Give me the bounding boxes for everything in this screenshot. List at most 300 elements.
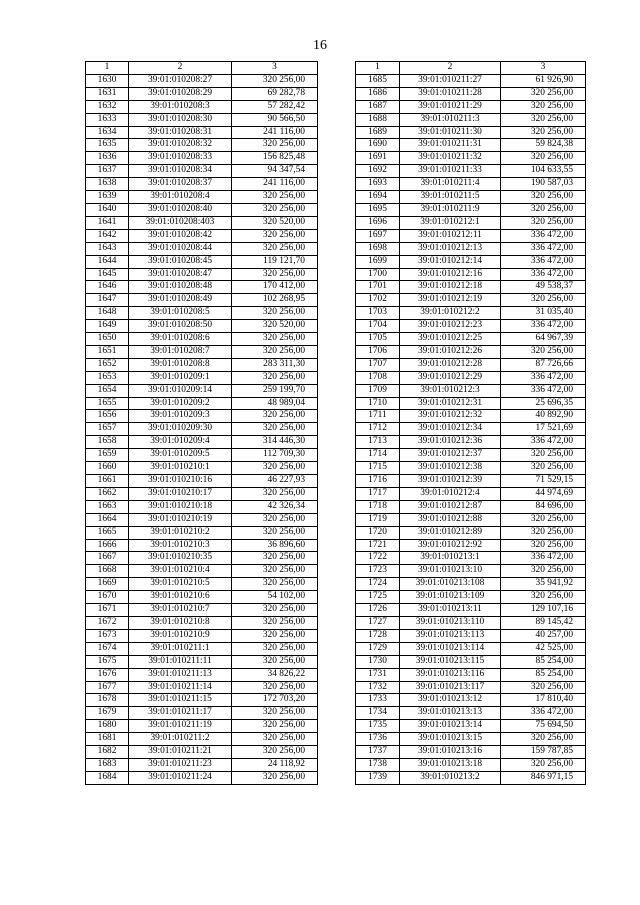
cell-value: 320 256,00 (501, 126, 586, 139)
cell-number: 1715 (356, 462, 400, 475)
cell-number: 1721 (356, 539, 400, 552)
table-row (356, 655, 586, 668)
table-row (86, 578, 318, 591)
cell-number: 1718 (356, 500, 400, 513)
cell-cadastral-number: 39:01:010212:28 (400, 358, 501, 371)
cell-value: 320 520,00 (232, 216, 318, 229)
cell-value: 320 256,00 (232, 371, 318, 384)
cell-cadastral-number: 39:01:010209:1 (129, 371, 232, 384)
table-row (86, 642, 318, 655)
cell-cadastral-number: 39:01:010212:2 (400, 307, 501, 320)
cell-number: 1638 (86, 178, 129, 191)
cell-number: 1738 (356, 758, 400, 771)
cell-cadastral-number: 39:01:010213:2 (400, 771, 501, 784)
cell-cadastral-number: 39:01:010212:38 (400, 462, 501, 475)
cell-cadastral-number: 39:01:010210:2 (129, 526, 232, 539)
cell-value: 320 256,00 (232, 733, 318, 746)
cell-cadastral-number: 39:01:010212:29 (400, 371, 501, 384)
table-row (356, 384, 586, 397)
cell-cadastral-number: 39:01:010213:12 (400, 694, 501, 707)
cell-cadastral-number: 39:01:010210:18 (129, 500, 232, 513)
cell-value: 44 974,69 (501, 487, 586, 500)
cell-cadastral-number: 39:01:010212:36 (400, 436, 501, 449)
cell-value: 320 256,00 (232, 203, 318, 216)
cell-cadastral-number: 39:01:010211:4 (400, 178, 501, 191)
cell-value: 336 472,00 (501, 436, 586, 449)
cell-number: 1679 (86, 707, 129, 720)
cell-value: 159 787,85 (501, 746, 586, 759)
cell-cadastral-number: 39:01:010213:108 (400, 578, 501, 591)
cell-value: 320 256,00 (501, 449, 586, 462)
cell-number: 1649 (86, 320, 129, 333)
cell-number: 1665 (86, 526, 129, 539)
table-row (86, 616, 318, 629)
table-row (356, 255, 586, 268)
cell-number: 1683 (86, 758, 129, 771)
cell-cadastral-number: 39:01:010208:403 (129, 216, 232, 229)
cell-value: 320 256,00 (501, 681, 586, 694)
cell-value: 320 256,00 (232, 642, 318, 655)
cell-cadastral-number: 39:01:010212:34 (400, 423, 501, 436)
cell-number: 1691 (356, 152, 400, 165)
cell-cadastral-number: 39:01:010213:114 (400, 642, 501, 655)
table-row (86, 629, 318, 642)
cell-value: 172 703,20 (232, 694, 318, 707)
cell-value: 320 256,00 (501, 87, 586, 100)
cell-cadastral-number: 39:01:010208:7 (129, 345, 232, 358)
cell-number: 1735 (356, 720, 400, 733)
cell-cadastral-number: 39:01:010210:1 (129, 462, 232, 475)
cell-value: 190 587,03 (501, 178, 586, 191)
cell-number: 1704 (356, 320, 400, 333)
cell-cadastral-number: 39:01:010208:40 (129, 203, 232, 216)
cell-number: 1689 (356, 126, 400, 139)
cell-cadastral-number: 39:01:010212:19 (400, 294, 501, 307)
cell-value: 320 256,00 (501, 758, 586, 771)
cell-value: 119 121,70 (232, 255, 318, 268)
cell-value: 102 268,95 (232, 294, 318, 307)
table-row (86, 436, 318, 449)
cell-value: 84 696,00 (501, 500, 586, 513)
cell-number: 1698 (356, 242, 400, 255)
column-header-value: 3 (501, 62, 586, 75)
cell-number: 1701 (356, 281, 400, 294)
cell-value: 94 347,54 (232, 165, 318, 178)
cell-cadastral-number: 39:01:010213:1 (400, 552, 501, 565)
cell-cadastral-number: 39:01:010213:113 (400, 629, 501, 642)
cell-value: 25 696,35 (501, 397, 586, 410)
table-row (86, 126, 318, 139)
cell-value: 320 520,00 (232, 320, 318, 333)
cell-cadastral-number: 39:01:010209:5 (129, 449, 232, 462)
table-row (86, 229, 318, 242)
cell-number: 1682 (86, 746, 129, 759)
table-row (86, 74, 318, 87)
cell-cadastral-number: 39:01:010210:17 (129, 487, 232, 500)
cell-number: 1697 (356, 229, 400, 242)
cell-cadastral-number: 39:01:010212:25 (400, 333, 501, 346)
cell-cadastral-number: 39:01:010211:31 (400, 139, 501, 152)
table-row (356, 500, 586, 513)
cell-cadastral-number: 39:01:010212:11 (400, 229, 501, 242)
table-row (356, 216, 586, 229)
table-row (86, 345, 318, 358)
cell-number: 1645 (86, 268, 129, 281)
cell-value: 75 694,50 (501, 720, 586, 733)
cell-value: 42 525,00 (501, 642, 586, 655)
table-row (356, 345, 586, 358)
cell-number: 1693 (356, 178, 400, 191)
cell-value: 31 035,40 (501, 307, 586, 320)
cell-cadastral-number: 39:01:010211:15 (129, 694, 232, 707)
cell-cadastral-number: 39:01:010209:3 (129, 410, 232, 423)
cell-value: 34 826,22 (232, 668, 318, 681)
cell-cadastral-number: 39:01:010211:14 (129, 681, 232, 694)
cell-cadastral-number: 39:01:010210:5 (129, 578, 232, 591)
cell-cadastral-number: 39:01:010212:1 (400, 216, 501, 229)
table-row (86, 694, 318, 707)
cell-cadastral-number: 39:01:010209:2 (129, 397, 232, 410)
cell-cadastral-number: 39:01:010212:31 (400, 397, 501, 410)
cell-number: 1632 (86, 100, 129, 113)
cell-value: 320 256,00 (501, 733, 586, 746)
cell-number: 1711 (356, 410, 400, 423)
table-row (86, 100, 318, 113)
cell-number: 1652 (86, 358, 129, 371)
cell-cadastral-number: 39:01:010211:11 (129, 655, 232, 668)
table-row (356, 191, 586, 204)
cell-number: 1700 (356, 268, 400, 281)
cell-value: 336 472,00 (501, 242, 586, 255)
cell-value: 320 256,00 (232, 423, 318, 436)
cell-value: 320 256,00 (501, 294, 586, 307)
table-row (86, 294, 318, 307)
cell-value: 320 256,00 (501, 216, 586, 229)
cell-cadastral-number: 39:01:010210:4 (129, 565, 232, 578)
cell-number: 1737 (356, 746, 400, 759)
cell-cadastral-number: 39:01:010211:23 (129, 758, 232, 771)
cell-value: 320 256,00 (501, 100, 586, 113)
cell-value: 85 254,00 (501, 668, 586, 681)
cell-cadastral-number: 39:01:010210:9 (129, 629, 232, 642)
cell-value: 320 256,00 (501, 539, 586, 552)
table-row (356, 178, 586, 191)
cell-number: 1641 (86, 216, 129, 229)
cell-number: 1630 (86, 74, 129, 87)
cell-cadastral-number: 39:01:010209:14 (129, 384, 232, 397)
cell-number: 1684 (86, 771, 129, 784)
cell-value: 320 256,00 (232, 307, 318, 320)
cell-number: 1656 (86, 410, 129, 423)
cell-cadastral-number: 39:01:010212:23 (400, 320, 501, 333)
cell-number: 1736 (356, 733, 400, 746)
table-row (356, 746, 586, 759)
cell-number: 1643 (86, 242, 129, 255)
cell-number: 1713 (356, 436, 400, 449)
table-row (86, 526, 318, 539)
cell-number: 1685 (356, 74, 400, 87)
cell-cadastral-number: 39:01:010208:8 (129, 358, 232, 371)
cell-cadastral-number: 39:01:010208:3 (129, 100, 232, 113)
cell-value: 24 118,92 (232, 758, 318, 771)
cell-value: 320 256,00 (232, 229, 318, 242)
table-row (356, 100, 586, 113)
cell-cadastral-number: 39:01:010208:49 (129, 294, 232, 307)
table-row (86, 87, 318, 100)
cell-cadastral-number: 39:01:010213:14 (400, 720, 501, 733)
table-row (356, 707, 586, 720)
cell-number: 1677 (86, 681, 129, 694)
page-number: 16 (313, 38, 327, 53)
table-row (86, 139, 318, 152)
cell-value: 320 256,00 (232, 552, 318, 565)
cell-cadastral-number: 39:01:010210:8 (129, 616, 232, 629)
table-row (86, 371, 318, 384)
column-header-cadastral: 2 (129, 62, 232, 75)
table-row (86, 604, 318, 617)
table-row (86, 113, 318, 126)
cell-number: 1690 (356, 139, 400, 152)
cell-number: 1663 (86, 500, 129, 513)
cell-number: 1631 (86, 87, 129, 100)
table-row (86, 203, 318, 216)
cell-cadastral-number: 39:01:010212:18 (400, 281, 501, 294)
table-row (356, 333, 586, 346)
cell-value: 336 472,00 (501, 707, 586, 720)
cell-cadastral-number: 39:01:010208:5 (129, 307, 232, 320)
cell-number: 1706 (356, 345, 400, 358)
cell-number: 1666 (86, 539, 129, 552)
cell-cadastral-number: 39:01:010213:13 (400, 707, 501, 720)
cell-value: 320 256,00 (501, 191, 586, 204)
cell-value: 42 326,34 (232, 500, 318, 513)
table-row (356, 126, 586, 139)
table-row (356, 526, 586, 539)
table-row (86, 333, 318, 346)
cell-number: 1702 (356, 294, 400, 307)
cell-number: 1714 (356, 449, 400, 462)
cell-cadastral-number: 39:01:010212:32 (400, 410, 501, 423)
cell-number: 1674 (86, 642, 129, 655)
cell-number: 1739 (356, 771, 400, 784)
cell-number: 1722 (356, 552, 400, 565)
table-row (356, 307, 586, 320)
cell-cadastral-number: 39:01:010208:47 (129, 268, 232, 281)
table-row (356, 475, 586, 488)
cell-number: 1640 (86, 203, 129, 216)
cell-cadastral-number: 39:01:010210:16 (129, 475, 232, 488)
cell-cadastral-number: 39:01:010208:42 (129, 229, 232, 242)
table-row (86, 475, 318, 488)
cell-cadastral-number: 39:01:010212:4 (400, 487, 501, 500)
table-row (86, 462, 318, 475)
cell-cadastral-number: 39:01:010211:3 (400, 113, 501, 126)
cell-number: 1670 (86, 591, 129, 604)
cell-value: 85 254,00 (501, 655, 586, 668)
cell-value: 320 256,00 (232, 616, 318, 629)
table-row (356, 591, 586, 604)
cell-number: 1687 (356, 100, 400, 113)
cell-value: 320 256,00 (232, 513, 318, 526)
cell-number: 1639 (86, 191, 129, 204)
cell-cadastral-number: 39:01:010208:34 (129, 165, 232, 178)
cell-cadastral-number: 39:01:010213:110 (400, 616, 501, 629)
cell-value: 320 256,00 (501, 113, 586, 126)
cell-cadastral-number: 39:01:010210:6 (129, 591, 232, 604)
cell-value: 54 102,00 (232, 591, 318, 604)
table-row (86, 746, 318, 759)
table-row (356, 294, 586, 307)
column-header-number: 1 (356, 62, 400, 75)
table-row (356, 539, 586, 552)
cell-cadastral-number: 39:01:010208:44 (129, 242, 232, 255)
table-row (356, 203, 586, 216)
table-row (86, 423, 318, 436)
cell-number: 1636 (86, 152, 129, 165)
cell-cadastral-number: 39:01:010211:2 (129, 733, 232, 746)
cell-number: 1653 (86, 371, 129, 384)
table-row (86, 655, 318, 668)
table-row (356, 397, 586, 410)
cell-number: 1729 (356, 642, 400, 655)
cell-number: 1731 (356, 668, 400, 681)
cell-number: 1637 (86, 165, 129, 178)
table-row (356, 371, 586, 384)
cell-number: 1699 (356, 255, 400, 268)
cell-value: 40 257,00 (501, 629, 586, 642)
cell-number: 1646 (86, 281, 129, 294)
cell-value: 320 256,00 (232, 746, 318, 759)
cell-number: 1728 (356, 629, 400, 642)
cell-number: 1732 (356, 681, 400, 694)
cell-number: 1644 (86, 255, 129, 268)
cell-number: 1664 (86, 513, 129, 526)
cell-value: 35 941,92 (501, 578, 586, 591)
cell-number: 1696 (356, 216, 400, 229)
cell-value: 336 472,00 (501, 320, 586, 333)
cell-number: 1726 (356, 604, 400, 617)
cell-value: 314 446,30 (232, 436, 318, 449)
table-row (356, 694, 586, 707)
cell-number: 1678 (86, 694, 129, 707)
cell-value: 320 256,00 (232, 242, 318, 255)
cell-value: 17 810,40 (501, 694, 586, 707)
cell-value: 170 412,00 (232, 281, 318, 294)
table-row (356, 320, 586, 333)
cell-value: 320 256,00 (232, 578, 318, 591)
cell-number: 1642 (86, 229, 129, 242)
cell-number: 1635 (86, 139, 129, 152)
cell-number: 1634 (86, 126, 129, 139)
cell-number: 1669 (86, 578, 129, 591)
cell-value: 320 256,00 (232, 333, 318, 346)
cell-number: 1703 (356, 307, 400, 320)
column-header-number: 1 (86, 62, 129, 75)
table-row (86, 668, 318, 681)
table-row (86, 191, 318, 204)
cell-number: 1710 (356, 397, 400, 410)
cell-number: 1694 (356, 191, 400, 204)
cell-cadastral-number: 39:01:010212:39 (400, 475, 501, 488)
table-row (86, 307, 318, 320)
cell-cadastral-number: 39:01:010208:4 (129, 191, 232, 204)
cell-cadastral-number: 39:01:010211:32 (400, 152, 501, 165)
cell-value: 320 256,00 (232, 707, 318, 720)
table-row (356, 758, 586, 771)
cell-number: 1708 (356, 371, 400, 384)
cell-value: 71 529,15 (501, 475, 586, 488)
table-row (356, 268, 586, 281)
table-row (86, 242, 318, 255)
cell-value: 336 472,00 (501, 384, 586, 397)
cell-number: 1717 (356, 487, 400, 500)
cell-value: 156 825,48 (232, 152, 318, 165)
cell-value: 61 926,90 (501, 74, 586, 87)
cell-cadastral-number: 39:01:010212:14 (400, 255, 501, 268)
cell-value: 320 256,00 (232, 462, 318, 475)
cell-cadastral-number: 39:01:010208:50 (129, 320, 232, 333)
cell-cadastral-number: 39:01:010211:21 (129, 746, 232, 759)
cell-value: 320 256,00 (232, 720, 318, 733)
cell-cadastral-number: 39:01:010213:116 (400, 668, 501, 681)
table-row (356, 487, 586, 500)
table-row (86, 165, 318, 178)
cell-cadastral-number: 39:01:010208:30 (129, 113, 232, 126)
cell-value: 259 199,70 (232, 384, 318, 397)
cell-number: 1676 (86, 668, 129, 681)
cell-value: 336 472,00 (501, 371, 586, 384)
cell-cadastral-number: 39:01:010209:4 (129, 436, 232, 449)
cell-number: 1681 (86, 733, 129, 746)
cell-value: 320 256,00 (232, 487, 318, 500)
cell-value: 320 256,00 (232, 268, 318, 281)
cell-cadastral-number: 39:01:010213:10 (400, 565, 501, 578)
table-row (356, 165, 586, 178)
cell-value: 320 256,00 (232, 74, 318, 87)
table-row (356, 668, 586, 681)
cell-value: 320 256,00 (232, 345, 318, 358)
table-row (356, 152, 586, 165)
cell-cadastral-number: 39:01:010211:27 (400, 74, 501, 87)
register-table-left (85, 61, 318, 785)
cell-number: 1716 (356, 475, 400, 488)
cell-value: 90 566,50 (232, 113, 318, 126)
table-row (86, 281, 318, 294)
cell-cadastral-number: 39:01:010208:32 (129, 139, 232, 152)
cell-number: 1651 (86, 345, 129, 358)
cell-cadastral-number: 39:01:010210:3 (129, 539, 232, 552)
table-row (86, 733, 318, 746)
cell-cadastral-number: 39:01:010208:37 (129, 178, 232, 191)
register-table-right (355, 61, 586, 785)
cell-number: 1723 (356, 565, 400, 578)
cell-number: 1688 (356, 113, 400, 126)
table-row (86, 178, 318, 191)
cell-value: 283 311,30 (232, 358, 318, 371)
cell-cadastral-number: 39:01:010208:48 (129, 281, 232, 294)
cell-value: 320 256,00 (232, 526, 318, 539)
cell-cadastral-number: 39:01:010211:9 (400, 203, 501, 216)
table-row (86, 758, 318, 771)
table-header-row (356, 62, 586, 75)
table-row (356, 565, 586, 578)
cell-number: 1654 (86, 384, 129, 397)
cell-value: 320 256,00 (501, 526, 586, 539)
cell-cadastral-number: 39:01:010212:92 (400, 539, 501, 552)
table-row (356, 578, 586, 591)
table-row (86, 720, 318, 733)
cell-number: 1659 (86, 449, 129, 462)
